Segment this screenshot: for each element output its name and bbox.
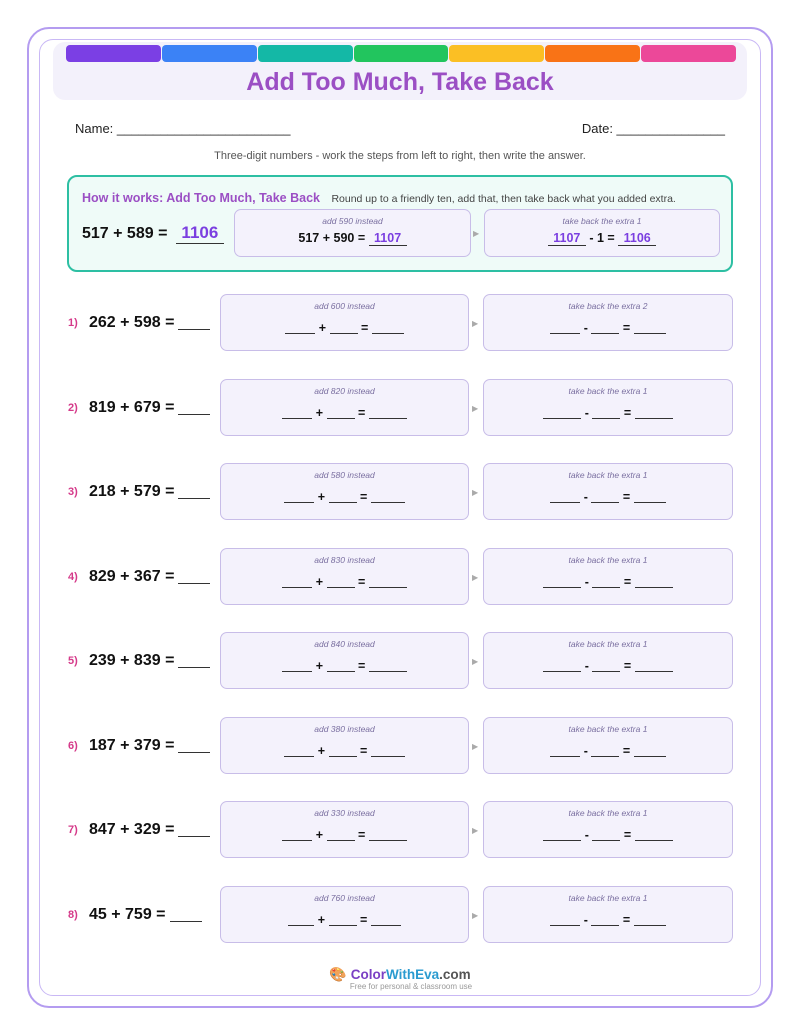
blank-input[interactable]: [591, 321, 619, 334]
step-1-box: [220, 548, 469, 605]
equals-sign: =: [357, 828, 366, 842]
blank-input[interactable]: [634, 913, 666, 926]
minus-sign: -: [583, 321, 588, 335]
arrow-icon: ▶: [472, 910, 479, 920]
blank-input[interactable]: [592, 828, 620, 841]
step-label: add 760 instead: [314, 892, 375, 903]
equals-sign: =: [622, 743, 631, 758]
step-expression: [484, 659, 732, 673]
blank-input[interactable]: [329, 913, 357, 926]
brand-part: .com: [439, 967, 471, 982]
answer-blank[interactable]: [178, 738, 210, 753]
plus-sign: +: [315, 659, 324, 673]
step-label: take back the extra 1: [568, 723, 648, 734]
step-1-box: [220, 379, 469, 436]
rainbow-segment: [545, 45, 640, 62]
step-expr-text: 517 + 590 =: [298, 231, 366, 245]
step-2-box: [483, 379, 733, 436]
step-expression: [221, 406, 468, 420]
step-1-box: [220, 463, 469, 520]
arrow-icon: ▶: [472, 741, 479, 751]
arrow-icon: ▶: [473, 229, 480, 238]
blank-input[interactable]: [543, 659, 581, 672]
example-header: [82, 189, 676, 207]
rainbow-segment: [641, 45, 736, 62]
equals-sign: =: [622, 490, 631, 504]
blank-input[interactable]: [592, 575, 620, 588]
rainbow-segment: [66, 45, 161, 62]
blank-input[interactable]: [592, 659, 620, 672]
step-label: add 380 instead: [314, 723, 375, 734]
step-expression: [484, 321, 732, 335]
answer-blank[interactable]: [178, 653, 210, 668]
step-expression: [484, 490, 732, 504]
arrow-icon: ▶: [472, 826, 479, 835]
example-problem: [82, 223, 224, 244]
blank-input[interactable]: [284, 490, 314, 503]
blank-input[interactable]: [369, 659, 407, 672]
minus-sign: -: [583, 490, 588, 504]
blank-input[interactable]: [635, 406, 673, 419]
problem-number: 3): [68, 486, 78, 498]
blank-input[interactable]: [550, 744, 580, 757]
step-expression: [484, 828, 732, 842]
example-expression: 517 + 589 =: [82, 225, 168, 242]
step-label: take back the extra 1: [568, 385, 648, 396]
step-expression: [484, 744, 732, 758]
rainbow-segment: [162, 45, 257, 62]
step-expression: [221, 659, 468, 673]
blank-input[interactable]: [369, 828, 407, 841]
blank-input[interactable]: [369, 406, 407, 419]
problem-text: 45 + 759 =: [89, 905, 166, 923]
equals-sign: =: [359, 743, 368, 758]
step-label: take back the extra 1: [568, 639, 648, 649]
equals-sign: =: [623, 574, 632, 589]
instructions: Three-digit numbers - work the steps from left to right, then write the answer.: [214, 150, 586, 162]
blank-input[interactable]: [634, 744, 666, 757]
plus-sign: +: [318, 321, 327, 335]
step-label: take back the extra 2: [568, 301, 648, 311]
step-expression: [221, 321, 468, 335]
minus-sign: -: [584, 405, 589, 420]
name-field[interactable]: Name: ________________________: [75, 121, 291, 136]
answer-blank[interactable]: [178, 822, 210, 837]
step-label: add 600 instead: [314, 301, 375, 311]
step-2-box: [483, 548, 733, 605]
equals-sign: =: [623, 659, 632, 673]
answer-blank[interactable]: [178, 484, 210, 499]
brand-part: Color: [350, 967, 387, 982]
brand-part: WithEva: [386, 967, 440, 982]
arrow-icon: ▶: [472, 403, 479, 413]
rainbow-bar: [66, 45, 736, 62]
arrow-icon: ▶: [472, 319, 479, 328]
problem-expression: [89, 906, 202, 924]
example-panel: [67, 175, 733, 272]
blank-input[interactable]: [550, 321, 580, 334]
plus-sign: +: [315, 405, 324, 420]
step-label: take back the extra 1: [562, 216, 642, 226]
step-value: 1107: [548, 231, 586, 246]
step-label: take back the extra 1: [568, 554, 648, 565]
problem-text: 187 + 379 =: [89, 736, 175, 754]
problem-text: 262 + 598 =: [89, 314, 175, 331]
problem-number: 6): [68, 739, 78, 752]
step-expression: [221, 913, 468, 927]
blank-input[interactable]: [330, 321, 358, 334]
blank-input[interactable]: [591, 913, 619, 926]
step-expression: [221, 828, 468, 842]
problem-expression: [89, 652, 210, 670]
step-1-box: [220, 294, 469, 351]
brand-logo: [0, 966, 800, 983]
step-label: take back the extra 1: [568, 470, 648, 480]
equals-sign: =: [357, 659, 366, 673]
blank-input[interactable]: [592, 406, 620, 419]
blank-input[interactable]: [282, 406, 312, 419]
blank-input[interactable]: [327, 659, 355, 672]
problem-expression: [89, 314, 210, 332]
minus-sign: -: [584, 659, 589, 673]
plus-sign: +: [317, 912, 326, 927]
step-expression: [485, 231, 719, 246]
step-expression: [221, 575, 468, 589]
example-answer: 1106: [176, 223, 224, 244]
rainbow-segment: [354, 45, 449, 62]
example-step-1: [234, 209, 471, 257]
blank-input[interactable]: [635, 659, 673, 672]
blank-input[interactable]: [282, 828, 312, 841]
minus-sign: -: [583, 743, 588, 758]
problem-expression: [89, 737, 210, 755]
blank-input[interactable]: [543, 575, 581, 588]
blank-input[interactable]: [371, 490, 405, 503]
answer-blank[interactable]: [178, 315, 210, 330]
problem-text: 829 + 367 =: [89, 567, 175, 585]
step-2-box: [483, 632, 733, 689]
equals-sign: =: [357, 405, 366, 420]
problem-expression: [89, 399, 210, 417]
step-label: add 830 instead: [314, 554, 375, 565]
equals-sign: =: [623, 405, 632, 420]
problem-expression: [89, 821, 210, 839]
blank-input[interactable]: [550, 490, 580, 503]
blank-input[interactable]: [327, 828, 355, 841]
blank-input[interactable]: [284, 744, 314, 757]
blank-input[interactable]: [288, 913, 314, 926]
step-label: take back the extra 1: [568, 892, 648, 903]
step-expression: [221, 744, 468, 758]
blank-input[interactable]: [550, 913, 580, 926]
step-expression: [221, 490, 468, 504]
answer-blank[interactable]: [178, 400, 210, 415]
rainbow-segment: [449, 45, 544, 62]
blank-input[interactable]: [327, 575, 355, 588]
equals-sign: =: [360, 321, 369, 335]
blank-input[interactable]: [282, 659, 312, 672]
plus-sign: +: [315, 574, 324, 589]
step-label: take back the extra 1: [568, 808, 648, 818]
blank-input[interactable]: [371, 744, 405, 757]
equals-sign: =: [622, 321, 631, 335]
step-expression: [484, 406, 732, 420]
equals-sign: =: [622, 912, 631, 927]
blank-input[interactable]: [634, 490, 666, 503]
problem-number: 7): [68, 824, 78, 836]
blank-input[interactable]: [282, 575, 312, 588]
example-heading: How it works: Add Too Much, Take Back: [82, 191, 320, 205]
equals-sign: =: [357, 574, 366, 589]
arrow-icon: ▶: [472, 572, 479, 582]
blank-input[interactable]: [371, 913, 401, 926]
equals-sign: =: [623, 828, 632, 842]
problem-text: 847 + 329 =: [89, 821, 175, 838]
problem-text: 218 + 579 =: [89, 483, 175, 500]
blank-input[interactable]: [327, 406, 355, 419]
minus-sign: -: [584, 828, 589, 842]
blank-input[interactable]: [329, 744, 357, 757]
step-expression: [484, 913, 732, 927]
plus-sign: +: [317, 743, 326, 758]
step-label: add 820 instead: [314, 385, 375, 396]
plus-sign: +: [315, 828, 324, 842]
step-1-box: [220, 886, 469, 943]
blank-input[interactable]: [369, 575, 407, 588]
step-label: add 580 instead: [314, 470, 375, 480]
blank-input[interactable]: [635, 828, 673, 841]
step-result: 1107: [369, 231, 407, 246]
step-2-box: [483, 801, 733, 858]
step-result: 1106: [618, 231, 656, 246]
step-label: add 330 instead: [314, 808, 375, 818]
blank-input[interactable]: [543, 406, 581, 419]
step-2-box: [483, 463, 733, 520]
problem-number: 4): [68, 570, 78, 583]
equals-sign: =: [359, 490, 368, 504]
step-2-box: [483, 717, 733, 774]
problem-expression: [89, 483, 210, 501]
blank-input[interactable]: [329, 490, 357, 503]
step-label: add 590 instead: [322, 216, 383, 226]
problem-number: 5): [68, 655, 78, 667]
palette-icon: 🎨: [329, 966, 347, 982]
rainbow-segment: [258, 45, 353, 62]
step-expr-text: - 1 =: [589, 231, 615, 245]
blank-input[interactable]: [372, 321, 404, 334]
problem-number: 8): [68, 908, 78, 921]
minus-sign: -: [584, 574, 589, 589]
step-1-box: [220, 632, 469, 689]
problem-number: 1): [68, 317, 78, 329]
equals-sign: =: [359, 912, 368, 927]
step-label: add 840 instead: [314, 639, 375, 649]
problem-text: 819 + 679 =: [89, 398, 175, 416]
blank-input[interactable]: [591, 744, 619, 757]
step-1-box: [220, 717, 469, 774]
step-2-box: [483, 294, 733, 351]
problem-expression: [89, 568, 210, 586]
answer-blank[interactable]: [170, 907, 202, 922]
blank-input[interactable]: [634, 321, 666, 334]
arrow-icon: ▶: [472, 488, 479, 497]
blank-input[interactable]: [591, 490, 619, 503]
blank-input[interactable]: [543, 828, 581, 841]
step-1-box: [220, 801, 469, 858]
minus-sign: -: [583, 912, 588, 927]
blank-input[interactable]: [635, 575, 673, 588]
page-title: Add Too Much, Take Back: [246, 68, 554, 96]
date-field[interactable]: Date: _______________: [581, 121, 725, 136]
problem-text: 239 + 839 =: [89, 652, 175, 669]
problem-number: 2): [68, 401, 78, 414]
step-expression: [235, 231, 470, 246]
step-2-box: [483, 886, 733, 943]
example-description: Round up to a friendly ten, add that, then take back what you added extra.: [331, 193, 676, 205]
footer: [0, 966, 800, 991]
blank-input[interactable]: [285, 321, 315, 334]
example-step-2: [484, 209, 720, 257]
arrow-icon: ▶: [472, 657, 479, 666]
step-expression: [484, 575, 732, 589]
tagline: Free for personal & classroom use: [349, 982, 473, 991]
answer-blank[interactable]: [178, 569, 210, 584]
plus-sign: +: [317, 490, 326, 504]
